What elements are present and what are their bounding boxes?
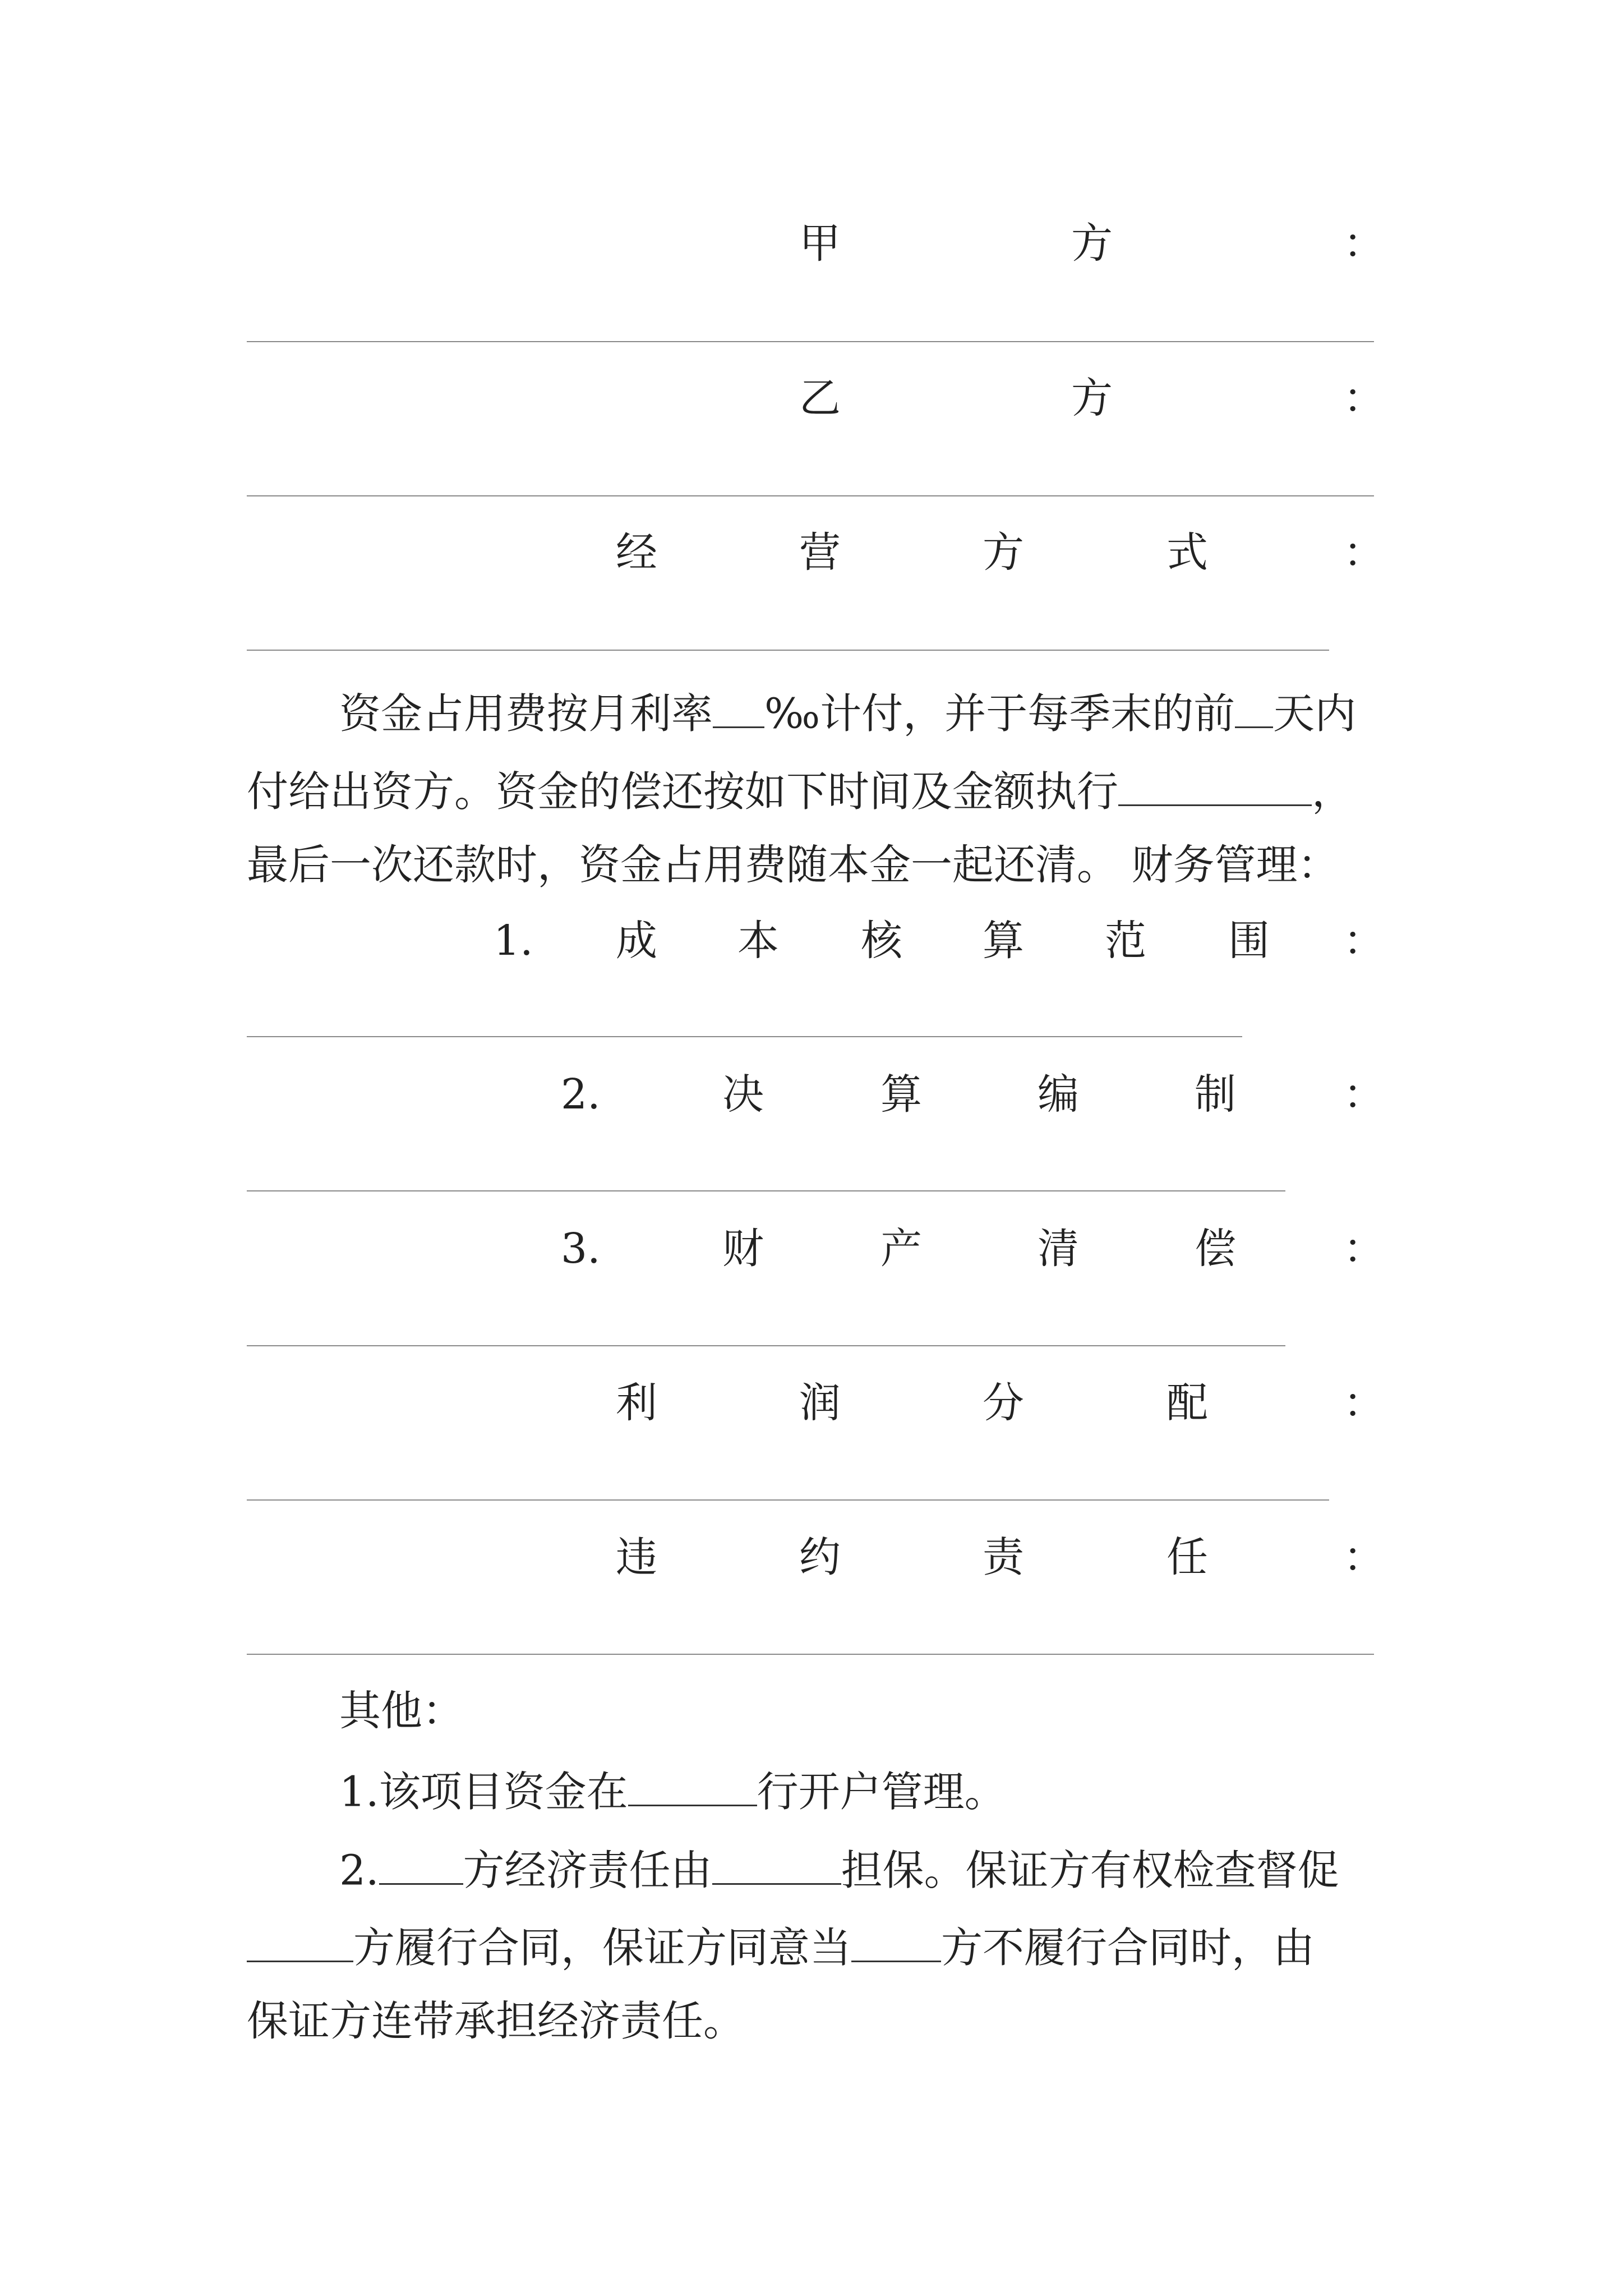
other-item2-line1 xyxy=(247,1846,1413,1895)
other-item1-b: 行开户管理。 xyxy=(757,1768,1006,1816)
label-party-b-char2: 方 xyxy=(1071,374,1113,422)
label-party-a-char2: 方 xyxy=(1071,219,1113,268)
other-heading: 其他： xyxy=(339,1687,464,1735)
days-blank[interactable] xyxy=(1235,689,1273,728)
cost-scope-fill-line[interactable] xyxy=(247,1036,1242,1037)
capital-line1-c: 天内 xyxy=(1273,689,1357,738)
other-item2-d: 方履行合同，保证方同意当 xyxy=(353,1924,851,1972)
label-final-accounts-colon: ： xyxy=(1343,1070,1385,1119)
label-final-accounts-char2: 算 xyxy=(880,1070,922,1119)
other-item2-a: 2. xyxy=(339,1846,379,1895)
party-blank-2[interactable] xyxy=(247,1923,353,1962)
label-profit-char2: 润 xyxy=(799,1379,841,1427)
label-profit-char4: 配 xyxy=(1166,1379,1208,1427)
other-item2-line2 xyxy=(247,1923,1413,1972)
label-cost-scope-char2: 本 xyxy=(737,917,779,965)
capital-line2-b: ， xyxy=(1312,767,1353,816)
party-blank-1[interactable] xyxy=(379,1846,463,1885)
capital-para-line1 xyxy=(247,689,1413,738)
label-property-char2: 产 xyxy=(880,1225,922,1273)
label-profit-char3: 分 xyxy=(983,1379,1024,1427)
label-operation-char3: 方 xyxy=(983,528,1024,577)
label-party-b-char1: 乙 xyxy=(799,374,841,422)
label-property-char1: 财 xyxy=(722,1225,764,1273)
label-liability-char1: 违 xyxy=(616,1533,657,1581)
party-a-fill-line[interactable] xyxy=(247,341,1374,342)
label-profit-char1: 利 xyxy=(616,1379,657,1427)
party-b-fill-line[interactable] xyxy=(247,495,1374,496)
repayment-schedule-blank[interactable] xyxy=(1118,767,1312,806)
label-cost-scope-char6: 围 xyxy=(1228,917,1270,965)
label-liability-char3: 责 xyxy=(983,1533,1024,1581)
label-cost-scope-num: 1. xyxy=(494,917,533,965)
other-item2-b: 方经济责任由 xyxy=(463,1846,712,1895)
liability-fill-line[interactable] xyxy=(247,1654,1374,1655)
other-item2-e: 方不履行合同时，由 xyxy=(941,1924,1315,1972)
label-party-b-colon: ： xyxy=(1343,374,1385,422)
label-liability-colon: ： xyxy=(1343,1533,1385,1581)
label-operation-char1: 经 xyxy=(616,528,657,577)
final-accounts-fill-line[interactable] xyxy=(247,1190,1285,1191)
label-liability-char2: 约 xyxy=(799,1533,841,1581)
label-cost-scope-char1: 成 xyxy=(616,917,657,965)
label-operation-char2: 营 xyxy=(799,528,841,577)
label-party-a-colon: ： xyxy=(1343,219,1385,268)
other-item1-a: 1.该项目资金在 xyxy=(339,1768,628,1816)
capital-para-line2 xyxy=(247,767,1413,816)
capital-para-line3: 最后一次还款时，资金占用费随本金一起还清。 财务管理： xyxy=(247,841,1339,889)
label-operation-colon: ： xyxy=(1343,528,1385,577)
label-cost-scope-colon: ： xyxy=(1343,917,1385,965)
capital-line1-a: 资金占用费按月利率 xyxy=(339,689,713,738)
label-cost-scope-char3: 核 xyxy=(861,917,902,965)
label-liability-char4: 任 xyxy=(1166,1533,1208,1581)
party-blank-3[interactable] xyxy=(851,1923,941,1962)
label-cost-scope-char5: 范 xyxy=(1105,917,1146,965)
operation-fill-line[interactable] xyxy=(247,650,1329,651)
bank-name-blank[interactable] xyxy=(628,1767,757,1806)
label-property-char4: 偿 xyxy=(1195,1225,1236,1273)
capital-line2-a: 付给出资方。资金的偿还按如下时间及金额执行 xyxy=(247,767,1118,816)
label-final-accounts-char4: 制 xyxy=(1195,1070,1236,1119)
label-operation-char4: 式 xyxy=(1166,528,1208,577)
property-fill-line[interactable] xyxy=(247,1345,1285,1346)
other-item2-line3: 保证方连带承担经济责任。 xyxy=(247,1997,745,2045)
other-item1 xyxy=(247,1767,1413,1816)
label-profit-colon: ： xyxy=(1343,1379,1385,1427)
label-property-colon: ： xyxy=(1343,1225,1385,1273)
label-final-accounts-char1: 决 xyxy=(722,1070,764,1119)
rate-blank[interactable] xyxy=(713,689,764,728)
label-party-a-char1: 甲 xyxy=(799,219,841,268)
other-item2-c: 担保。保证方有权检查督促 xyxy=(841,1846,1339,1895)
label-final-accounts-char3: 编 xyxy=(1038,1070,1079,1119)
label-property-char3: 清 xyxy=(1038,1225,1079,1273)
profit-fill-line[interactable] xyxy=(247,1499,1329,1501)
label-cost-scope-char4: 算 xyxy=(983,917,1024,965)
label-property-num: 3. xyxy=(561,1225,601,1273)
label-final-accounts-num: 2. xyxy=(561,1070,601,1119)
guarantor-blank[interactable] xyxy=(712,1846,841,1885)
capital-line1-b: ‰计付，并于每季末的前 xyxy=(764,689,1235,738)
